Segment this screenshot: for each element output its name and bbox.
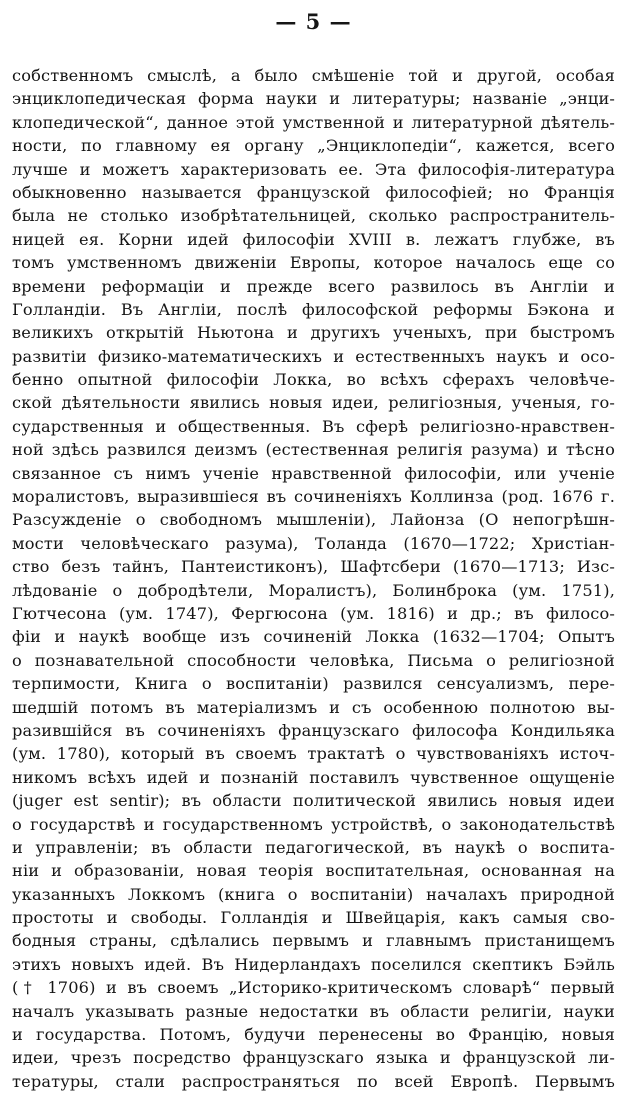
text-line: лѣдованіе о добродѣтели, Моралистъ), Болинброка (ум. 1751), [12, 580, 615, 600]
text-line: (ум. 1780), который въ своемъ трактатѣ о чувствованіяхъ источ- [12, 744, 615, 764]
text-line: моралистовъ, выразившіеся въ сочиненіяхъ Коллинза (род. 1676 г. [12, 487, 615, 507]
text-line: о познавательной способности человѣка, Письма о религіозной [12, 650, 615, 670]
text-line: (juger est sentir); въ области политической явились новыя идеи [12, 791, 615, 811]
text-line: указанныхъ Локкомъ (книга о воспитаніи) началахъ природной [12, 884, 615, 904]
text-line: идеи, чрезъ посредство французскаго языка и французской ли- [12, 1048, 615, 1068]
text-line: мости человѣческаго разума), Толанда (1670—1722; Христіан- [12, 533, 615, 553]
text-line: энциклопедическая форма науки и литературы; названіе „энци- [12, 89, 615, 109]
text-line: была не столько изобрѣтательницей, сколько распространитель- [12, 206, 615, 226]
text-line: бенно опытной философіи Локка, во всѣхъ сферахъ человѣче- [12, 370, 615, 390]
text-line: томъ умственномъ движеніи Европы, которое началось еще со [12, 253, 615, 273]
text-line: и государства. Потомъ, будучи перенесены во Францію, новыя [12, 1025, 615, 1045]
text-line: обыкновенно называется французской философіей; но Франція [12, 182, 615, 202]
text-line: о государствѣ и государственномъ устройствѣ, о законодательствѣ [12, 814, 615, 834]
text-line: никомъ всѣхъ идей и познаній поставилъ чувственное ощущеніе [12, 767, 615, 787]
body-text [12, 64, 615, 1093]
text-line: сударственныя и общественныя. Въ сферѣ религіозно-нравствен- [12, 416, 615, 436]
text-line: тературы, стали распространяться по всей Европѣ. Первымъ [12, 1071, 615, 1091]
text-line: лучше и можетъ характеризовать ее. Эта философія-литература [12, 159, 615, 179]
text-line: ности, по главному ея органу „Энциклопедіи“, кажется, всего [12, 136, 615, 156]
text-line: ской дѣятельности явились новыя идеи, религіозныя, ученыя, го- [12, 393, 615, 413]
text-line: Голландіи. Въ Англіи, послѣ философской реформы Бэкона и [12, 299, 615, 319]
text-line: и управленіи; въ области педагогической, въ наукѣ о воспита- [12, 837, 615, 857]
text-line: началъ указывать разные недостатки въ области религіи, науки [12, 1001, 615, 1021]
text-line: ной здѣсь развился деизмъ (естественная религія разума) и тѣсно [12, 440, 615, 460]
text-line: великихъ открытій Ньютона и другихъ ученыхъ, при быстромъ [12, 323, 615, 343]
text-line: Гютчесона (ум. 1747), Фергюсона (ум. 1816) и др.; въ филосо- [12, 603, 615, 623]
text-line: терпимости, Книга о воспитаніи) развился сенсуализмъ, пере- [12, 674, 615, 694]
page-number: — 5 — [275, 9, 352, 34]
text-line: Разсужденіе о свободномъ мышленіи), Лайонза (О непогрѣшн- [12, 510, 615, 530]
text-line: клопедической“, данное этой умственной и литературной дѣятель- [12, 112, 615, 132]
text-line: этихъ новыхъ идей. Въ Нидерландахъ поселился скептикъ Бэйль [12, 954, 615, 974]
text-line: фіи и наукѣ вообще изъ сочиненій Локка (1632—1704; Опытъ [12, 627, 615, 647]
text-line: ницей ея. Корни идей философіи XVIII в. лежатъ глубже, въ [12, 229, 615, 249]
text-line: связанное съ нимъ ученіе нравственной философіи, или ученіе [12, 463, 615, 483]
text-line: ство безъ тайнъ, Пантеистиконъ), Шафтсбери (1670—1713; Изс- [12, 557, 615, 577]
text-line: собственномъ смыслѣ, а было смѣшеніе той и другой, особая [12, 66, 615, 85]
text-line: бодныя страны, сдѣлались первымъ и главнымъ пристанищемъ [12, 931, 615, 951]
text-line: времени реформаціи и прежде всего развилось въ Англіи и [12, 276, 615, 296]
text-line: простоты и свободы. Голландія и Швейцарія, какъ самыя сво- [12, 908, 615, 928]
text-line: († 1706) и въ своемъ „Историко-критическомъ словарѣ“ первый [12, 978, 615, 998]
text-line: шедшій потомъ въ матеріализмъ и съ особенною полнотою вы- [12, 697, 615, 717]
text-line: разившійся въ сочиненіяхъ французскаго философа Кондильяка [12, 720, 615, 740]
text-line: развитіи физико-математическихъ и естественныхъ наукъ и осо- [12, 346, 615, 366]
text-line: ніи и образованіи, новая теорія воспитательная, основанная на [12, 861, 615, 881]
